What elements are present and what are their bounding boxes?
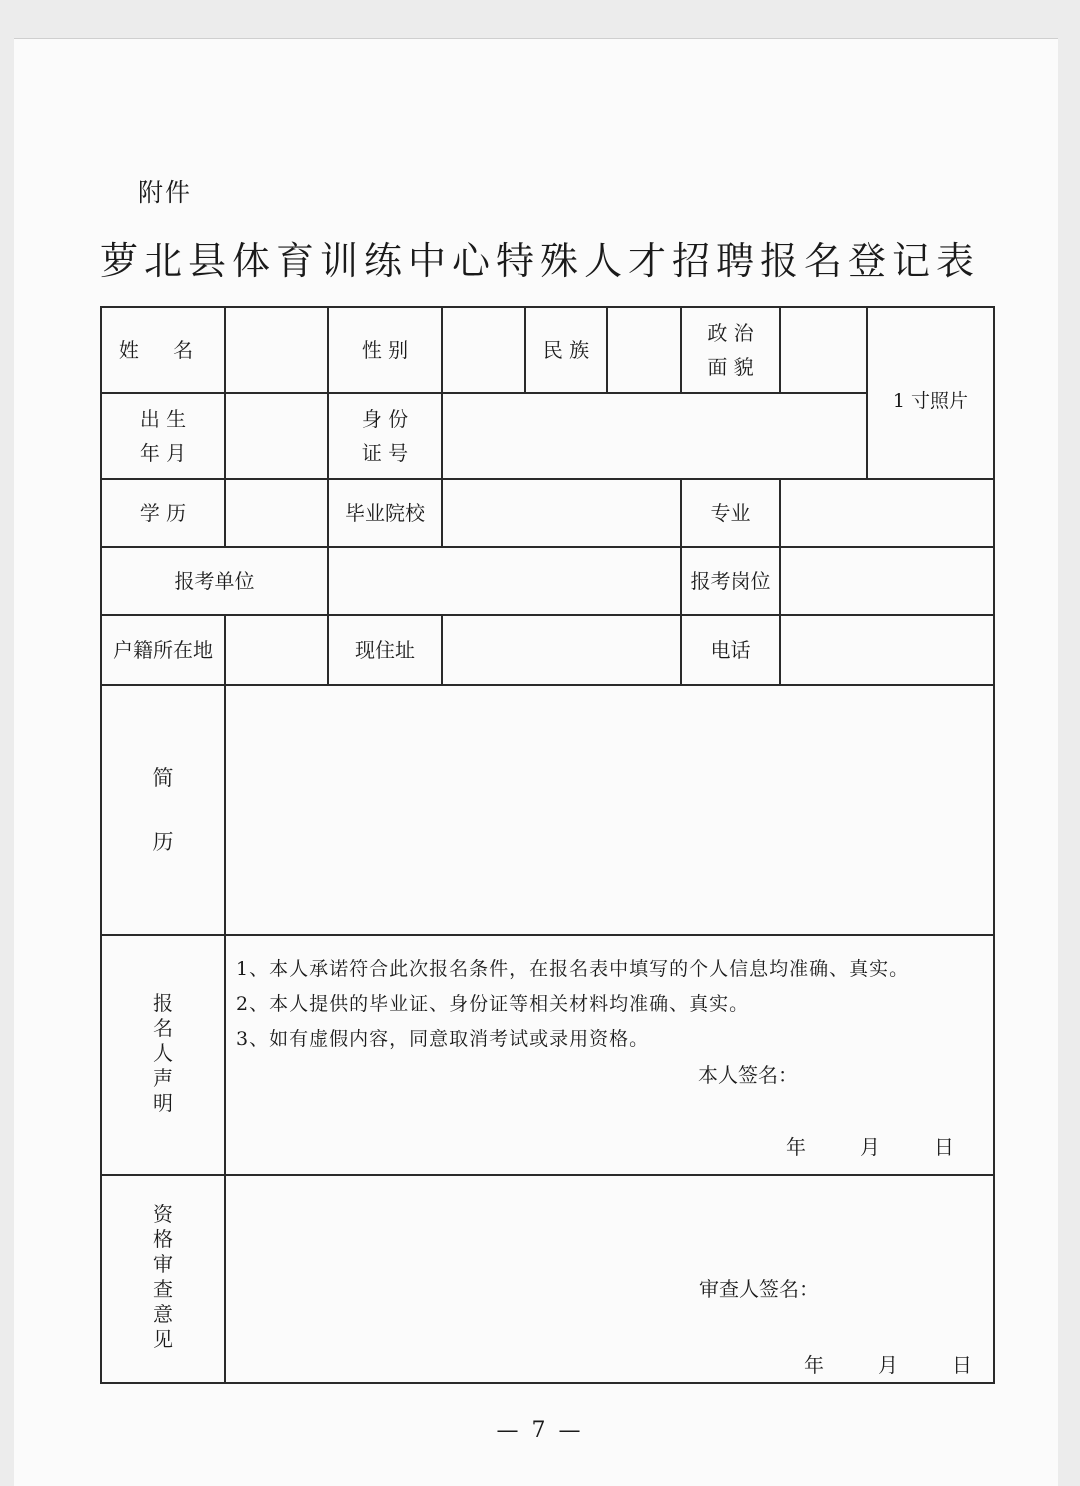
review-content[interactable]	[225, 1175, 994, 1383]
attachment-label: 附件	[138, 178, 193, 207]
page-number: — 7 —	[496, 1418, 584, 1443]
ethnicity-label: 民 族	[525, 307, 607, 393]
address-label: 现住址	[328, 615, 442, 685]
birth-label: 出 生 年 月	[101, 393, 225, 479]
hukou-label: 户籍所在地	[101, 615, 225, 685]
name-label: 姓 名	[101, 307, 225, 393]
political-label: 政 治 面 貌	[681, 307, 780, 393]
position-label: 报考岗位	[681, 547, 780, 615]
declaration-line-3: 3、如有虚假内容，同意取消考试或录用资格。	[236, 1028, 650, 1050]
id-label: 身 份 证 号	[328, 393, 442, 479]
applicant-signature-label: 本人签名：	[698, 1063, 798, 1087]
photo-label: 1 寸照片	[892, 390, 969, 412]
hukou-field[interactable]	[225, 615, 328, 685]
declaration-line-2: 2、本人提供的毕业证、身份证等相关材料均准确、真实。	[236, 993, 750, 1015]
gender-label: 性 别	[328, 307, 442, 393]
political-field[interactable]	[780, 307, 867, 393]
major-label: 专业	[681, 479, 780, 547]
address-field[interactable]	[442, 615, 681, 685]
school-label: 毕业院校	[328, 479, 442, 547]
phone-field[interactable]	[780, 615, 994, 685]
applicant-date[interactable]: 年 月 日	[786, 1135, 954, 1159]
gender-field[interactable]	[442, 307, 525, 393]
declaration-label: 报名人声明	[101, 935, 225, 1175]
position-field[interactable]	[780, 547, 994, 615]
education-label: 学 历	[101, 479, 225, 547]
id-field[interactable]	[442, 393, 867, 479]
education-field[interactable]	[225, 479, 328, 547]
form-title: 萝北县体育训练中心特殊人才招聘报名登记表	[100, 239, 981, 283]
unit-field[interactable]	[328, 547, 681, 615]
birth-field[interactable]	[225, 393, 328, 479]
name-field[interactable]	[225, 307, 328, 393]
reviewer-signature-label: 审查人签名：	[699, 1277, 819, 1301]
registration-form	[100, 306, 995, 1384]
declaration-line-1: 1、本人承诺符合此次报名条件，在报名表中填写的个人信息均准确、真实。	[236, 958, 910, 980]
review-date[interactable]: 年 月 日	[804, 1353, 972, 1377]
resume-label: 简 历	[101, 685, 225, 935]
school-field[interactable]	[442, 479, 681, 547]
ethnicity-field[interactable]	[607, 307, 681, 393]
unit-label: 报考单位	[101, 547, 328, 615]
declaration-content	[225, 935, 994, 1175]
phone-label: 电话	[681, 615, 780, 685]
review-label: 资格审查意见	[101, 1175, 225, 1383]
major-field[interactable]	[780, 479, 994, 547]
resume-field[interactable]	[225, 685, 994, 935]
declaration-text	[236, 952, 909, 1057]
photo-box[interactable]	[867, 307, 994, 479]
